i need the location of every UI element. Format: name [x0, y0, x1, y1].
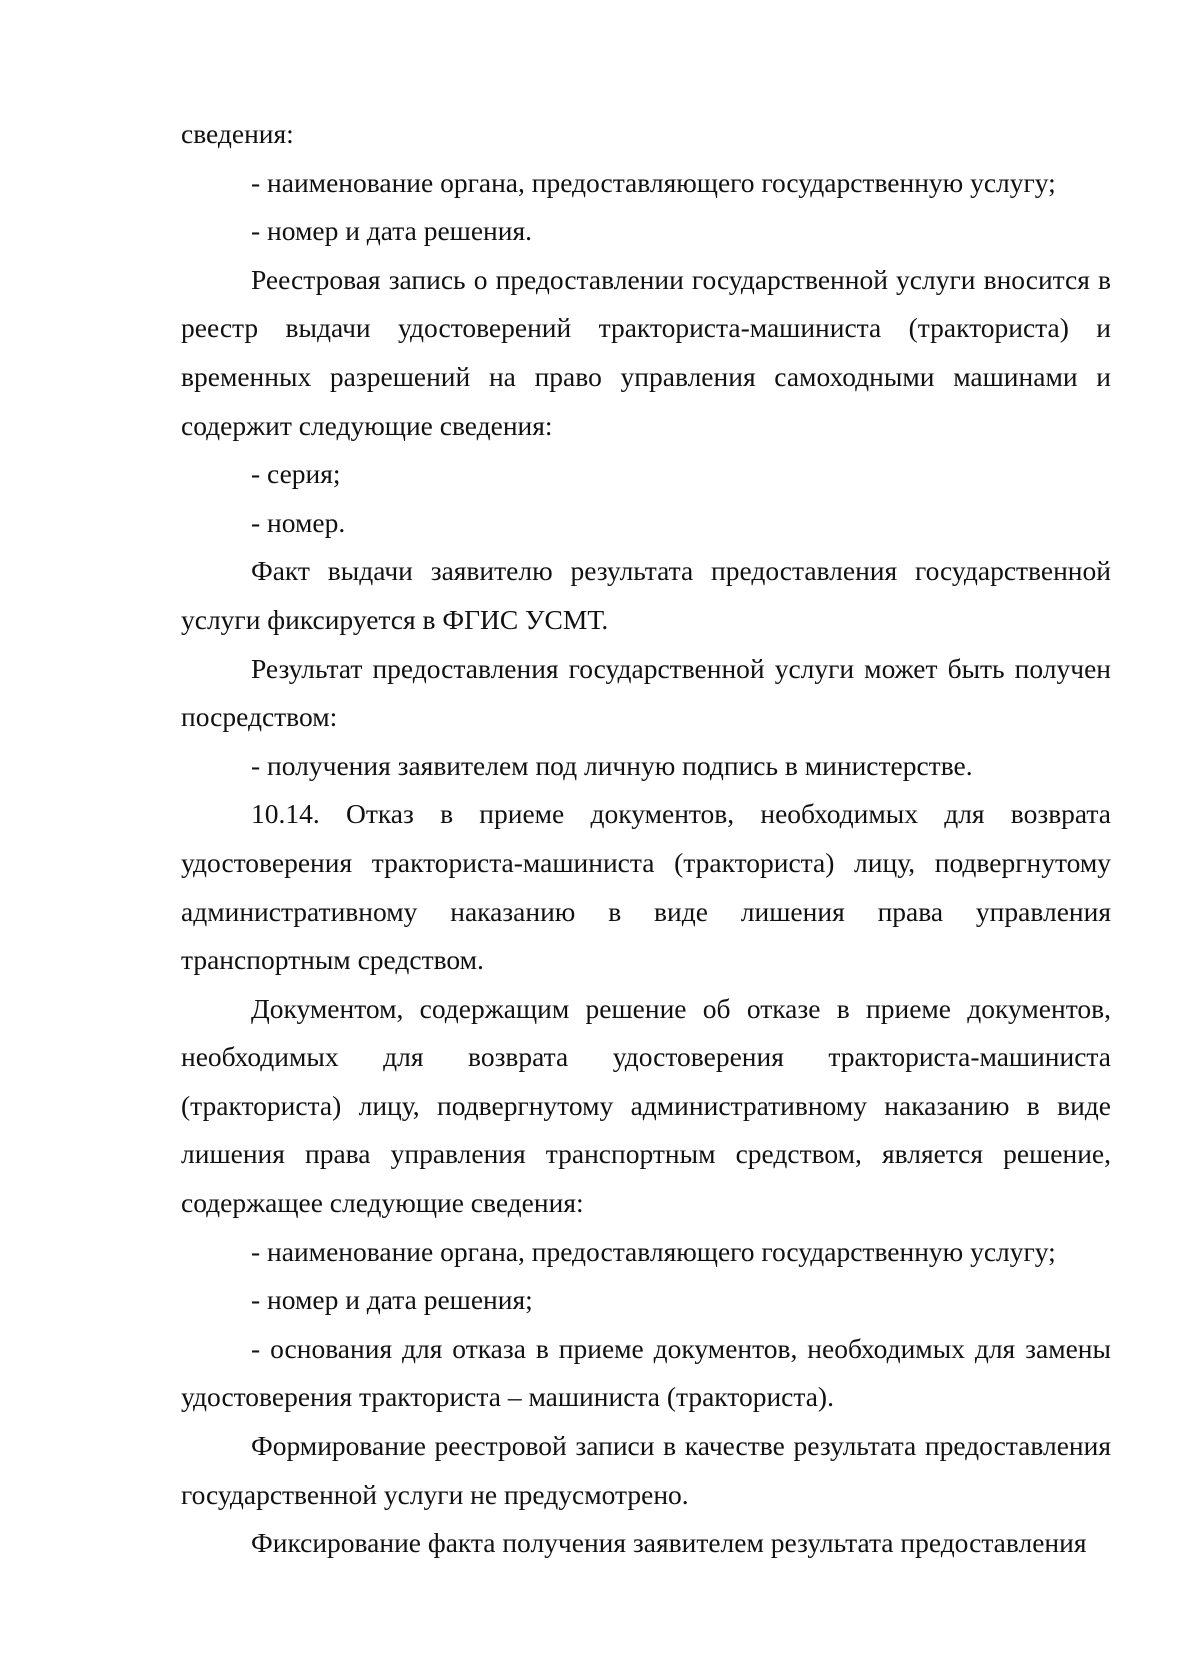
list-item-number: - номер. — [251, 506, 346, 538]
document-body — [181, 110, 1111, 1568]
paragraph-result-delivery: Результат предоставления государственной услуги может быть получен посредством: — [181, 652, 1111, 733]
list-item-decision-number-date-2: - номер и дата решения; — [251, 1284, 533, 1316]
paragraph-refusal-document: Документом, содержащим решение об отказе в приеме документов, необходимых для возврата удостоверения тракториста-машиниста (тракториста) лицу, подвергнутому административному наказанию в виде лишения права управления транспортным средством, является решение, содержащее следующие сведения: — [181, 992, 1111, 1219]
list-item-series: - серия; — [251, 458, 341, 490]
paragraph-issuance-fact: Факт выдачи заявителю результата предоставления государственной услуги фиксируется в ФГИС УСМТ. — [181, 555, 1111, 635]
paragraph-receipt-fixation: Фиксирование факта получения заявителем результата предоставления — [251, 1527, 1087, 1559]
list-item-personal-signature: - получения заявителем под личную подпись в министерстве. — [251, 749, 973, 781]
paragraph-registry-entry: Реестровая запись о предоставлении государственной услуги вносится в реестр выдачи удостоверений тракториста-машиниста (тракториста) и временных разрешений на право управления самоходными машинами и содержит следующие сведения: — [181, 263, 1111, 441]
list-item-authority-name: - наименование органа, предоставляющего государственную услугу; — [251, 166, 1056, 198]
section-10-14-heading: 10.14. Отказ в приеме документов, необходимых для возврата удостоверения тракториста-машиниста (тракториста) лицу, подвергнутому административному наказанию в виде лишения права управления транспортным средством. — [181, 798, 1111, 976]
list-item-authority-name-2: - наименование органа, предоставляющего государственную услугу; — [251, 1235, 1056, 1267]
paragraph-intro: сведения: — [181, 118, 294, 149]
list-item-refusal-grounds: - основания для отказа в приеме документов, необходимых для замены удостоверения тракториста – машиниста (тракториста). — [181, 1332, 1111, 1413]
list-item-decision-number-date: - номер и дата решения. — [251, 215, 533, 247]
paragraph-registry-not-provided: Формирование реестровой записи в качестве результата предоставления государственной услуги не предусмотрено. — [181, 1430, 1111, 1510]
